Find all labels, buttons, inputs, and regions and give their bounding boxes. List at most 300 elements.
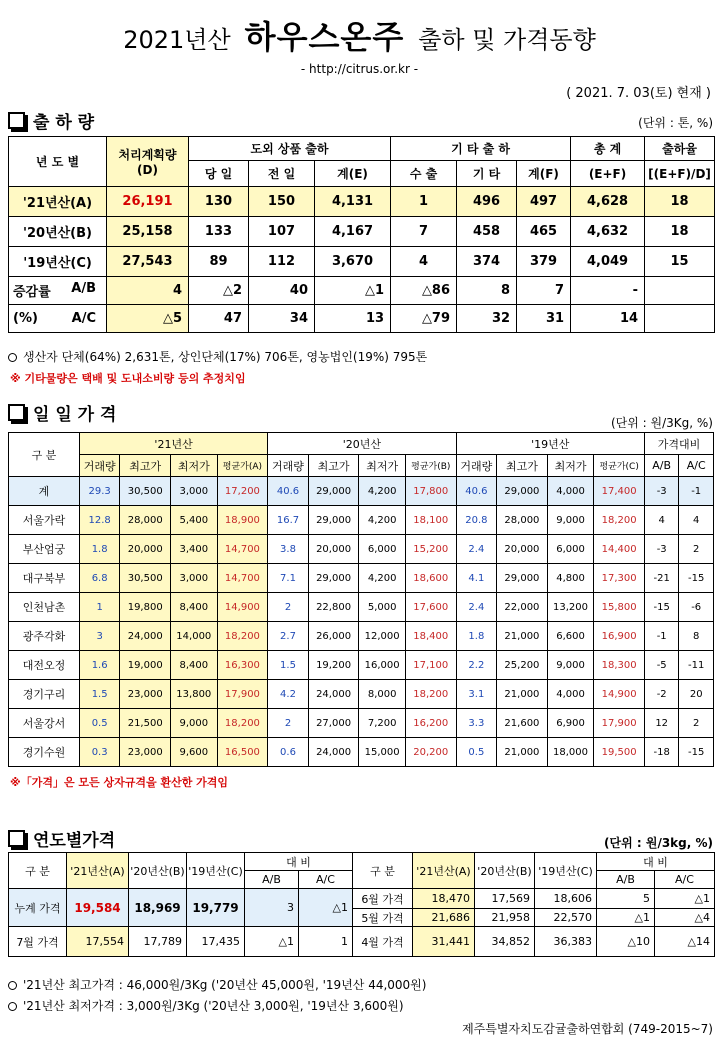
cell: 1	[391, 187, 457, 217]
cell: 3,000	[171, 564, 218, 593]
h-rate-f: [(E+F)/D]	[645, 161, 715, 187]
cell: 31	[517, 305, 571, 333]
h-b: '20년산(B)	[129, 853, 187, 889]
cell: 133	[189, 217, 249, 247]
cell: 89	[189, 247, 249, 277]
cell: 서울가락	[9, 506, 80, 535]
cell: 6,900	[547, 709, 594, 738]
cell: 40.6	[456, 477, 497, 506]
cell: 0.6	[268, 738, 309, 767]
cell: 12,000	[359, 622, 406, 651]
cell: 21,000	[497, 680, 548, 709]
cell: 19,800	[120, 593, 171, 622]
cell: 4,200	[359, 506, 406, 535]
cell: 26,000	[308, 622, 359, 651]
cell: 30,500	[120, 477, 171, 506]
cell: 1.6	[79, 651, 120, 680]
checkbox-icon	[8, 404, 25, 421]
h-max: 최고가	[497, 455, 548, 477]
cell: 16.7	[268, 506, 309, 535]
cell: 22,570	[535, 909, 597, 927]
cell: 4.2	[268, 680, 309, 709]
cell: 6,600	[547, 622, 594, 651]
cell: 4,628	[571, 187, 645, 217]
h-vol: 거래량	[268, 455, 309, 477]
cell: 25,158	[107, 217, 189, 247]
cell: 19,000	[120, 651, 171, 680]
cell: -1	[644, 622, 678, 651]
cell: 21,600	[497, 709, 548, 738]
cell: '21년산(A)	[9, 187, 107, 217]
h-export: 수 출	[391, 161, 457, 187]
daily-price-table	[8, 432, 714, 767]
cell: 17,300	[594, 564, 645, 593]
cell: 3.3	[456, 709, 497, 738]
cell: 18,600	[405, 564, 456, 593]
yearly-unit: (단위 : 원/3kg, %)	[604, 836, 713, 850]
h-prev: 전 일	[249, 161, 315, 187]
cell: 31,441	[413, 927, 475, 957]
cell: △1	[299, 889, 353, 927]
cell: 1.5	[79, 680, 120, 709]
cell: 누계 가격	[9, 889, 67, 927]
cell: 14,700	[217, 535, 268, 564]
cell: 150	[249, 187, 315, 217]
cell: 계	[9, 477, 80, 506]
cell: 34	[249, 305, 315, 333]
cell: 18,969	[129, 889, 187, 927]
cell: △1	[597, 909, 655, 927]
table-row	[9, 593, 714, 622]
cell: 0.5	[456, 738, 497, 767]
cell: 379	[517, 247, 571, 277]
h-plan: 처리계획량 (D)	[107, 137, 189, 187]
cell: 대전오정	[9, 651, 80, 680]
cell: 6.8	[79, 564, 120, 593]
h-cmp: 가격대비	[644, 433, 713, 455]
cell: 9,000	[547, 651, 594, 680]
cell: 3.1	[456, 680, 497, 709]
cell: 14,900	[594, 680, 645, 709]
h-ab: A/B	[245, 871, 299, 889]
cell: 17,789	[129, 927, 187, 957]
cell: 20	[679, 680, 714, 709]
circle-bullet-icon	[8, 353, 17, 362]
h-avg-a: 평균가(A)	[217, 455, 268, 477]
cell: 증감률 A/B	[9, 277, 107, 305]
cell: 5월 가격	[353, 909, 413, 927]
table-row	[9, 187, 715, 217]
cell: 496	[457, 187, 517, 217]
page-title	[0, 12, 719, 58]
cell: 6,000	[359, 535, 406, 564]
checkbox-icon	[8, 112, 25, 129]
cell: -	[571, 277, 645, 305]
cell: 대구북부	[9, 564, 80, 593]
h-total: 총 계	[571, 137, 645, 161]
h-year: 년 도 별	[9, 137, 107, 187]
table-row	[9, 247, 715, 277]
cell: 23,000	[120, 738, 171, 767]
cell: 24,000	[120, 622, 171, 651]
cell: 16,000	[359, 651, 406, 680]
h-total-ef: (E+F)	[571, 161, 645, 187]
h-ab: A/B	[644, 455, 678, 477]
cell: 29,000	[308, 506, 359, 535]
cell: 5,000	[359, 593, 406, 622]
cell: 34,852	[475, 927, 535, 957]
cell: 21,000	[497, 738, 548, 767]
cell: 17,100	[405, 651, 456, 680]
cell: 6월 가격	[353, 889, 413, 909]
cell: 36,383	[535, 927, 597, 957]
daily-heading	[4, 400, 116, 425]
cell: △86	[391, 277, 457, 305]
cell: 15	[645, 247, 715, 277]
shipment-red-note: ※ 기타물량은 택배 및 도내소비량 등의 추정치임	[10, 372, 246, 385]
cell: 16,500	[217, 738, 268, 767]
cell: 17,900	[594, 709, 645, 738]
h-today: 당 일	[189, 161, 249, 187]
cell: 17,554	[67, 927, 129, 957]
cell: 15,200	[405, 535, 456, 564]
cell: 18,000	[547, 738, 594, 767]
cell: 18,200	[217, 622, 268, 651]
h-cmp: 대 비	[245, 853, 353, 871]
h-sum-e: 계(E)	[315, 161, 391, 187]
cell: 2	[679, 535, 714, 564]
cell: 8	[457, 277, 517, 305]
table-row	[9, 927, 715, 957]
max-price-note: '21년산 최고가격 : 46,000원/3Kg ('20년산 45,000원, '19년산 44,000원)	[8, 976, 426, 993]
cell: 부산엄궁	[9, 535, 80, 564]
cell: 4	[644, 506, 678, 535]
cell: 1.8	[456, 622, 497, 651]
cell: 27,000	[308, 709, 359, 738]
cell: 15,000	[359, 738, 406, 767]
cell: 22,000	[497, 593, 548, 622]
cell: 18,200	[405, 680, 456, 709]
cell: 15,800	[594, 593, 645, 622]
h-y20: '20년산	[268, 433, 456, 455]
h-y19: '19년산	[456, 433, 644, 455]
cell: 17,569	[475, 889, 535, 909]
cell: 18,900	[217, 506, 268, 535]
yearly-price-table	[8, 852, 715, 957]
h-avg-b: 평균가(B)	[405, 455, 456, 477]
cell: △79	[391, 305, 457, 333]
cell: 18,200	[594, 506, 645, 535]
footer-org: 제주특별자치도감귤출하연합회 (749-2015~7)	[462, 1022, 713, 1036]
table-row	[9, 217, 715, 247]
cell: △10	[597, 927, 655, 957]
cell: 14,000	[171, 622, 218, 651]
h-etc: 기 타	[457, 161, 517, 187]
cell: 8,000	[359, 680, 406, 709]
cell: 18,470	[413, 889, 475, 909]
cell: -3	[644, 477, 678, 506]
cell: -3	[644, 535, 678, 564]
cell: 23,000	[120, 680, 171, 709]
cell: 465	[517, 217, 571, 247]
cell: 19,584	[67, 889, 129, 927]
as-of-date: ( 2021. 7. 03(토) 현재 )	[566, 86, 711, 101]
cell: 18,100	[405, 506, 456, 535]
cell: '20년산(B)	[9, 217, 107, 247]
cell: 29,000	[497, 564, 548, 593]
cell: 경기구리	[9, 680, 80, 709]
cell: 4,200	[359, 564, 406, 593]
cell: -15	[679, 564, 714, 593]
cell: 7.1	[268, 564, 309, 593]
cell: 20,200	[405, 738, 456, 767]
cell: 7월 가격	[9, 927, 67, 957]
h-gubun: 구 분	[9, 433, 80, 477]
yearly-heading	[4, 826, 115, 851]
h-domestic: 도외 상품 출하	[189, 137, 391, 161]
cell: 14,400	[594, 535, 645, 564]
cell: 17,600	[405, 593, 456, 622]
cell: 17,200	[217, 477, 268, 506]
h-gubun: 구 분	[353, 853, 413, 889]
checkbox-icon	[8, 830, 25, 847]
cell: 2.7	[268, 622, 309, 651]
table-row	[9, 680, 714, 709]
cell: 17,435	[187, 927, 245, 957]
cell: 9,000	[171, 709, 218, 738]
min-price-note: '21년산 최저가격 : 3,000원/3Kg ('20년산 3,000원, '19년산 3,600원)	[8, 997, 404, 1014]
title-main: 하우스온주	[244, 18, 405, 56]
h-min: 최저가	[547, 455, 594, 477]
cell: 21,958	[475, 909, 535, 927]
cell: △1	[245, 927, 299, 957]
cell: 17,800	[405, 477, 456, 506]
cell: 20,000	[308, 535, 359, 564]
h-min: 최저가	[171, 455, 218, 477]
cell: 4,167	[315, 217, 391, 247]
cell: -11	[679, 651, 714, 680]
circle-bullet-icon	[8, 1002, 17, 1011]
table-row	[9, 709, 714, 738]
cell: 광주각화	[9, 622, 80, 651]
daily-note: ※「가격」은 모든 상자규격을 환산한 가격임	[10, 776, 229, 789]
cell: △14	[655, 927, 715, 957]
cell: △2	[189, 277, 249, 305]
cell: 47	[189, 305, 249, 333]
cell: -6	[679, 593, 714, 622]
cell: 18,400	[405, 622, 456, 651]
cell: 24,000	[308, 738, 359, 767]
cell: 13,800	[171, 680, 218, 709]
cell: 1.8	[79, 535, 120, 564]
cell: 2	[679, 709, 714, 738]
cell: 4,000	[547, 477, 594, 506]
cell: 497	[517, 187, 571, 217]
cell: 9,000	[547, 506, 594, 535]
title-prefix: 2021년산	[123, 26, 231, 54]
cell	[645, 305, 715, 333]
cell: 4	[679, 506, 714, 535]
cell: 24,000	[308, 680, 359, 709]
h-a: '21년산(A)	[413, 853, 475, 889]
h-sum-f: 계(F)	[517, 161, 571, 187]
title-suffix: 출하 및 가격동향	[418, 26, 596, 54]
cell: 2.4	[456, 593, 497, 622]
cell: 29,000	[308, 564, 359, 593]
cell: 112	[249, 247, 315, 277]
cell: 18	[645, 217, 715, 247]
cell: 17,400	[594, 477, 645, 506]
cell: 1	[299, 927, 353, 957]
cell: 458	[457, 217, 517, 247]
cell: 14	[571, 305, 645, 333]
h-vol: 거래량	[79, 455, 120, 477]
cell: 22,800	[308, 593, 359, 622]
daily-heading-text: 일 일 가 격	[33, 405, 117, 425]
table-row	[9, 535, 714, 564]
cell: 16,900	[594, 622, 645, 651]
daily-unit: (단위 : 원/3Kg, %)	[610, 416, 713, 430]
cell: -15	[679, 738, 714, 767]
h-rate: 출하율	[645, 137, 715, 161]
cell: 4.1	[456, 564, 497, 593]
total-row	[9, 477, 714, 506]
cell: 4	[107, 277, 189, 305]
table-row	[9, 564, 714, 593]
cell: 29,000	[497, 477, 548, 506]
shipment-unit: (단위 : 톤, %)	[638, 116, 713, 130]
h-ac: A/C	[299, 871, 353, 889]
cell: 4	[391, 247, 457, 277]
cell: 4,800	[547, 564, 594, 593]
cell: △1	[315, 277, 391, 305]
cell: 18,200	[217, 709, 268, 738]
cell: △4	[655, 909, 715, 927]
cell: 4,200	[359, 477, 406, 506]
circle-bullet-icon	[8, 981, 17, 990]
cell: 40.6	[268, 477, 309, 506]
cell: '19년산(C)	[9, 247, 107, 277]
cell: 1.5	[268, 651, 309, 680]
cell: -18	[644, 738, 678, 767]
cell: 27,543	[107, 247, 189, 277]
cell: 12.8	[79, 506, 120, 535]
site-url: - http://citrus.or.kr -	[300, 62, 419, 76]
cell: 2	[268, 709, 309, 738]
shipment-note: 생산자 단체(64%) 2,631톤, 상인단체(17%) 706톤, 영농법인(19%) 795톤	[8, 348, 427, 365]
cell: 18,300	[594, 651, 645, 680]
cell: 4,131	[315, 187, 391, 217]
cell: 20,000	[120, 535, 171, 564]
cell: 2.4	[456, 535, 497, 564]
cell: 18	[645, 187, 715, 217]
cell: 1	[79, 593, 120, 622]
cell: (%) A/C	[9, 305, 107, 333]
h-y21: '21년산	[79, 433, 267, 455]
cell: 21,686	[413, 909, 475, 927]
cell: 6,000	[547, 535, 594, 564]
cell: 0.3	[79, 738, 120, 767]
cell: 3,670	[315, 247, 391, 277]
cell: 28,000	[497, 506, 548, 535]
cell: 3	[79, 622, 120, 651]
cell: 서울강서	[9, 709, 80, 738]
cell: 19,500	[594, 738, 645, 767]
cell: 29.3	[79, 477, 120, 506]
table-row	[9, 506, 714, 535]
cell: 25,200	[497, 651, 548, 680]
cell: 4,000	[547, 680, 594, 709]
cell: 16,200	[405, 709, 456, 738]
cell: 7	[517, 277, 571, 305]
cell: 12	[644, 709, 678, 738]
table-row	[9, 738, 714, 767]
h-ab: A/B	[597, 871, 655, 889]
cell: 26,191	[107, 187, 189, 217]
cell: 13	[315, 305, 391, 333]
cell: 3,000	[171, 477, 218, 506]
h-a: '21년산(A)	[67, 853, 129, 889]
yearly-heading-text: 연도별가격	[33, 831, 116, 851]
h-min: 최저가	[359, 455, 406, 477]
cell: 19,779	[187, 889, 245, 927]
cell: 28,000	[120, 506, 171, 535]
cell: 29,000	[308, 477, 359, 506]
table-row	[9, 889, 715, 909]
cell	[645, 277, 715, 305]
cell: 14,900	[217, 593, 268, 622]
cell: 107	[249, 217, 315, 247]
cell: 5,400	[171, 506, 218, 535]
table-row	[9, 305, 715, 333]
cell: 130	[189, 187, 249, 217]
table-row	[9, 651, 714, 680]
h-c: '19년산(C)	[535, 853, 597, 889]
cell: 30,500	[120, 564, 171, 593]
h-max: 최고가	[308, 455, 359, 477]
cell: 21,500	[120, 709, 171, 738]
cell: △1	[655, 889, 715, 909]
cell: 8	[679, 622, 714, 651]
cell: 14,700	[217, 564, 268, 593]
cell: 20,000	[497, 535, 548, 564]
h-ac: A/C	[655, 871, 715, 889]
cell: 4,632	[571, 217, 645, 247]
h-max: 최고가	[120, 455, 171, 477]
cell: -2	[644, 680, 678, 709]
cell: -1	[679, 477, 714, 506]
cell: -5	[644, 651, 678, 680]
cell: 9,600	[171, 738, 218, 767]
cell: 18,606	[535, 889, 597, 909]
cell: 7,200	[359, 709, 406, 738]
h-b: '20년산(B)	[475, 853, 535, 889]
h-avg-c: 평균가(C)	[594, 455, 645, 477]
h-other: 기 타 출 하	[391, 137, 571, 161]
shipment-heading-text: 출 하 량	[33, 113, 95, 133]
cell: 7	[391, 217, 457, 247]
h-vol: 거래량	[456, 455, 497, 477]
shipment-table	[8, 136, 715, 333]
cell: 3.8	[268, 535, 309, 564]
cell: 374	[457, 247, 517, 277]
cell: △5	[107, 305, 189, 333]
cell: 40	[249, 277, 315, 305]
cell: 4월 가격	[353, 927, 413, 957]
h-c: '19년산(C)	[187, 853, 245, 889]
cell: 8,400	[171, 593, 218, 622]
cell: 5	[597, 889, 655, 909]
